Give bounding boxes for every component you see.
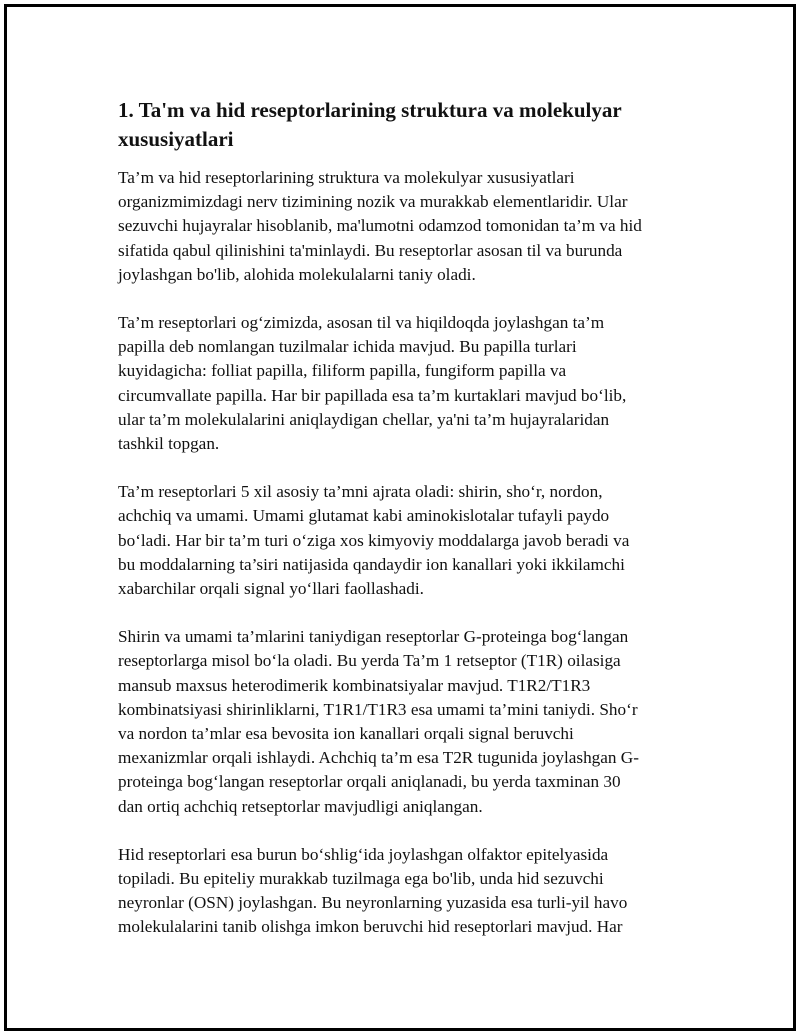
paragraph-list (118, 166, 693, 940)
paragraph: Ta’m reseptorlari og‘zimizda, asosan til va hiqildoqda joylashgan ta’m papilla deb nomlangan tuzilmalar ichida mavjud. Bu papilla turlari kuyidagicha: folliat papilla, filiform papilla, fungiform papilla va circumvallate papilla. Har bir papillada esa ta’m kurtaklari mavjud bo‘lib, ular ta’m molekulalarini aniqlaydigan chellar, ya'ni ta’m hujayralaridan tashkil topgan. (118, 313, 627, 454)
paragraph: Ta’m va hid reseptorlarining struktura va molekulyar xususiyatlari organizmimizdagi nerv tizimining nozik va murakkab elementlaridir. Ular sezuvchi hujayralar hisoblanib, ma'lumotni odamzod tomonidan ta’m va hid sifatida qabul qilinishini ta'minlaydi. Bu reseptorlar asosan til va burunda joylashgan bo'lib, alohida molekulalarni taniy oladi. (118, 168, 642, 284)
paragraph: Hid reseptorlari esa burun bo‘shlig‘ida joylashgan olfaktor epitelyasida topiladi. Bu epiteliy murakkab tuzilmaga ega bo'lib, unda hid sezuvchi neyronlar (OSN) joylashgan. Bu neyronlarning yuzasida esa turli-yil havo molekulalarini tanib olishga imkon beruvchi hid reseptorlari mavjud. Har (118, 844, 628, 937)
document-body (118, 96, 693, 964)
paragraph: Shirin va umami ta’mlarini taniydigan reseptorlar G-proteinga bog‘langan reseptorlarga misol bo‘la oladi. Bu yerda Ta’m 1 retseptor (T1R) oilasiga mansub maxsus heterodimerik kombinatsiyalar mavjud. T1R2/T1R3 kombinatsiyasi shirinliklarni, T1R1/T1R3 esa umami ta’mini taniydi. Sho‘r va nordon ta’mlar esa bevosita ion kanallari orqali signal beruvchi mexanizmlar orqali ishlaydi. Achchiq ta’m esa T2R tugunida joylashgan G- proteinga bog‘langan reseptorlar orqali aniqlanadi, bu yerda taxminan 30 dan ortiq achchiq retseptorlar mavjudligi aniqlangan. (118, 627, 639, 816)
section-heading: 1. Ta'm va hid reseptorlarining struktura va molekulyar xususiyatlari (118, 98, 622, 151)
paragraph: Ta’m reseptorlari 5 xil asosiy ta’mni ajrata oladi: shirin, sho‘r, nordon, achchiq va umami. Umami glutamat kabi aminokislotalar tufayli paydo bo‘ladi. Har bir ta’m turi o‘ziga xos kimyoviy moddalarga javob beradi va bu moddalarning ta’siri natijasida qandaydir ion kanallari yoki ikkilamchi xabarchilar orqali signal yo‘llari faollashadi. (118, 482, 630, 599)
